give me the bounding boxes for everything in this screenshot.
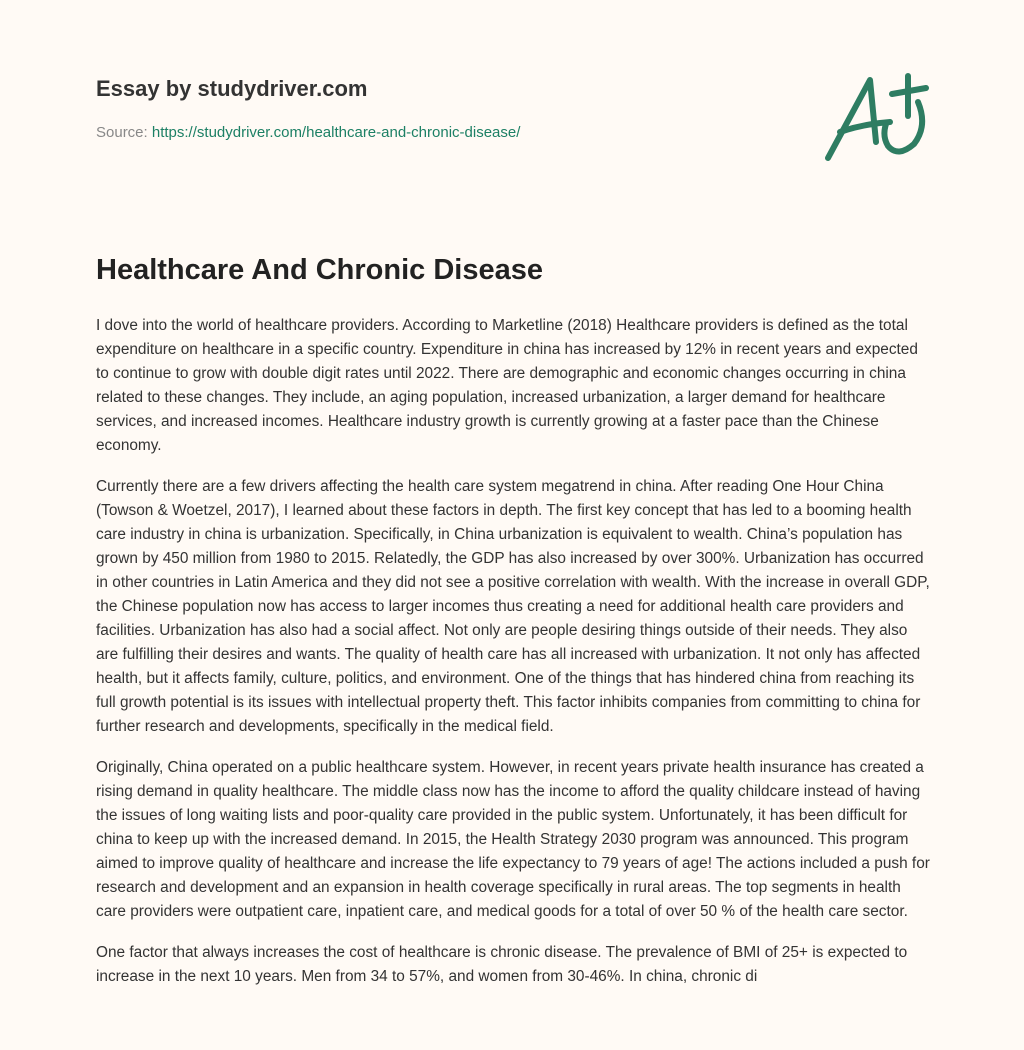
paragraph: Currently there are a few drivers affecting the health care system megatrend in china. After reading One Hour China (Towson & Woetzel, 2017), I learned about these factors in depth. The first key concept that has led to a booming health care industry in china is urbanization. Specifically, in China urbanization is equivalent to wealth. China’s population has grown by 450 million from 1980 to 2015. Relatedly, the GDP has also increased by over 300%. Urbanization has occurred in other countries in Latin America and they did not see a positive correlation with wealth. With the increase in overall GDP, the Chinese population now has access to larger incomes thus creating a need for additional health care providers and facilities. Urbanization has also had a social affect. Not only are people desiring things outside of their needs. They also are fulfilling their desires and wants. The quality of health care has all increased with urbanization. It not only has affected health, but it affects family, culture, politics, and environment. One of the things that has hindered china from reaching its full growth potential is its issues with intellectual property theft. This factor inhibits companies from committing to china for further research and developments, specifically in the medical field. — [96, 478, 930, 735]
paragraph: I dove into the world of healthcare providers. According to Marketline (2018) Healthcare providers is defined as the total expenditure on healthcare in a specific country. Expenditure in china has increased by 12% in recent years and expected to continue to grow with double digit rates until 2022. There are demographic and economic changes occurring in china related to these changes. They include, an aging population, increased urbanization, a larger demand for healthcare services, and increased incomes. Healthcare industry growth is currently growing at a faster pace than the Chinese economy. — [96, 317, 918, 454]
a-plus-logo — [818, 66, 933, 166]
source-label: Source: — [96, 124, 148, 141]
paragraph: Originally, China operated on a public healthcare system. However, in recent years private health insurance has created a rising demand in quality healthcare. The middle class now has the income to afford the quality childcare instead of having the issues of long waiting lists and poor-quality care provided in the public system. Unfortunately, it has been difficult for china to keep up with the increased demand. In 2015, the Health Strategy 2030 program was announced. This program aimed to improve quality of healthcare and increase the life expectancy to 79 years of age! The actions included a push for research and development and an expansion in health coverage specifically in rural areas. The top segments in health care providers were outpatient care, inpatient care, and medical goods for a total of over 50 % of the health care sector. — [96, 759, 930, 920]
paragraph: One factor that always increases the cost of healthcare is chronic disease. The prevalence of BMI of 25+ is expected to increase in the next 10 years. Men from 34 to 57%, and women from 30-46%. In china, chronic di — [96, 944, 908, 985]
article-title: Healthcare And Chronic Disease — [96, 254, 543, 286]
article-body — [96, 314, 932, 1006]
source-link[interactable]: https://studydriver.com/healthcare-and-chronic-disease/ — [151, 124, 521, 141]
brand-title: Essay by studydriver.com — [96, 76, 368, 101]
source-line — [96, 124, 520, 141]
